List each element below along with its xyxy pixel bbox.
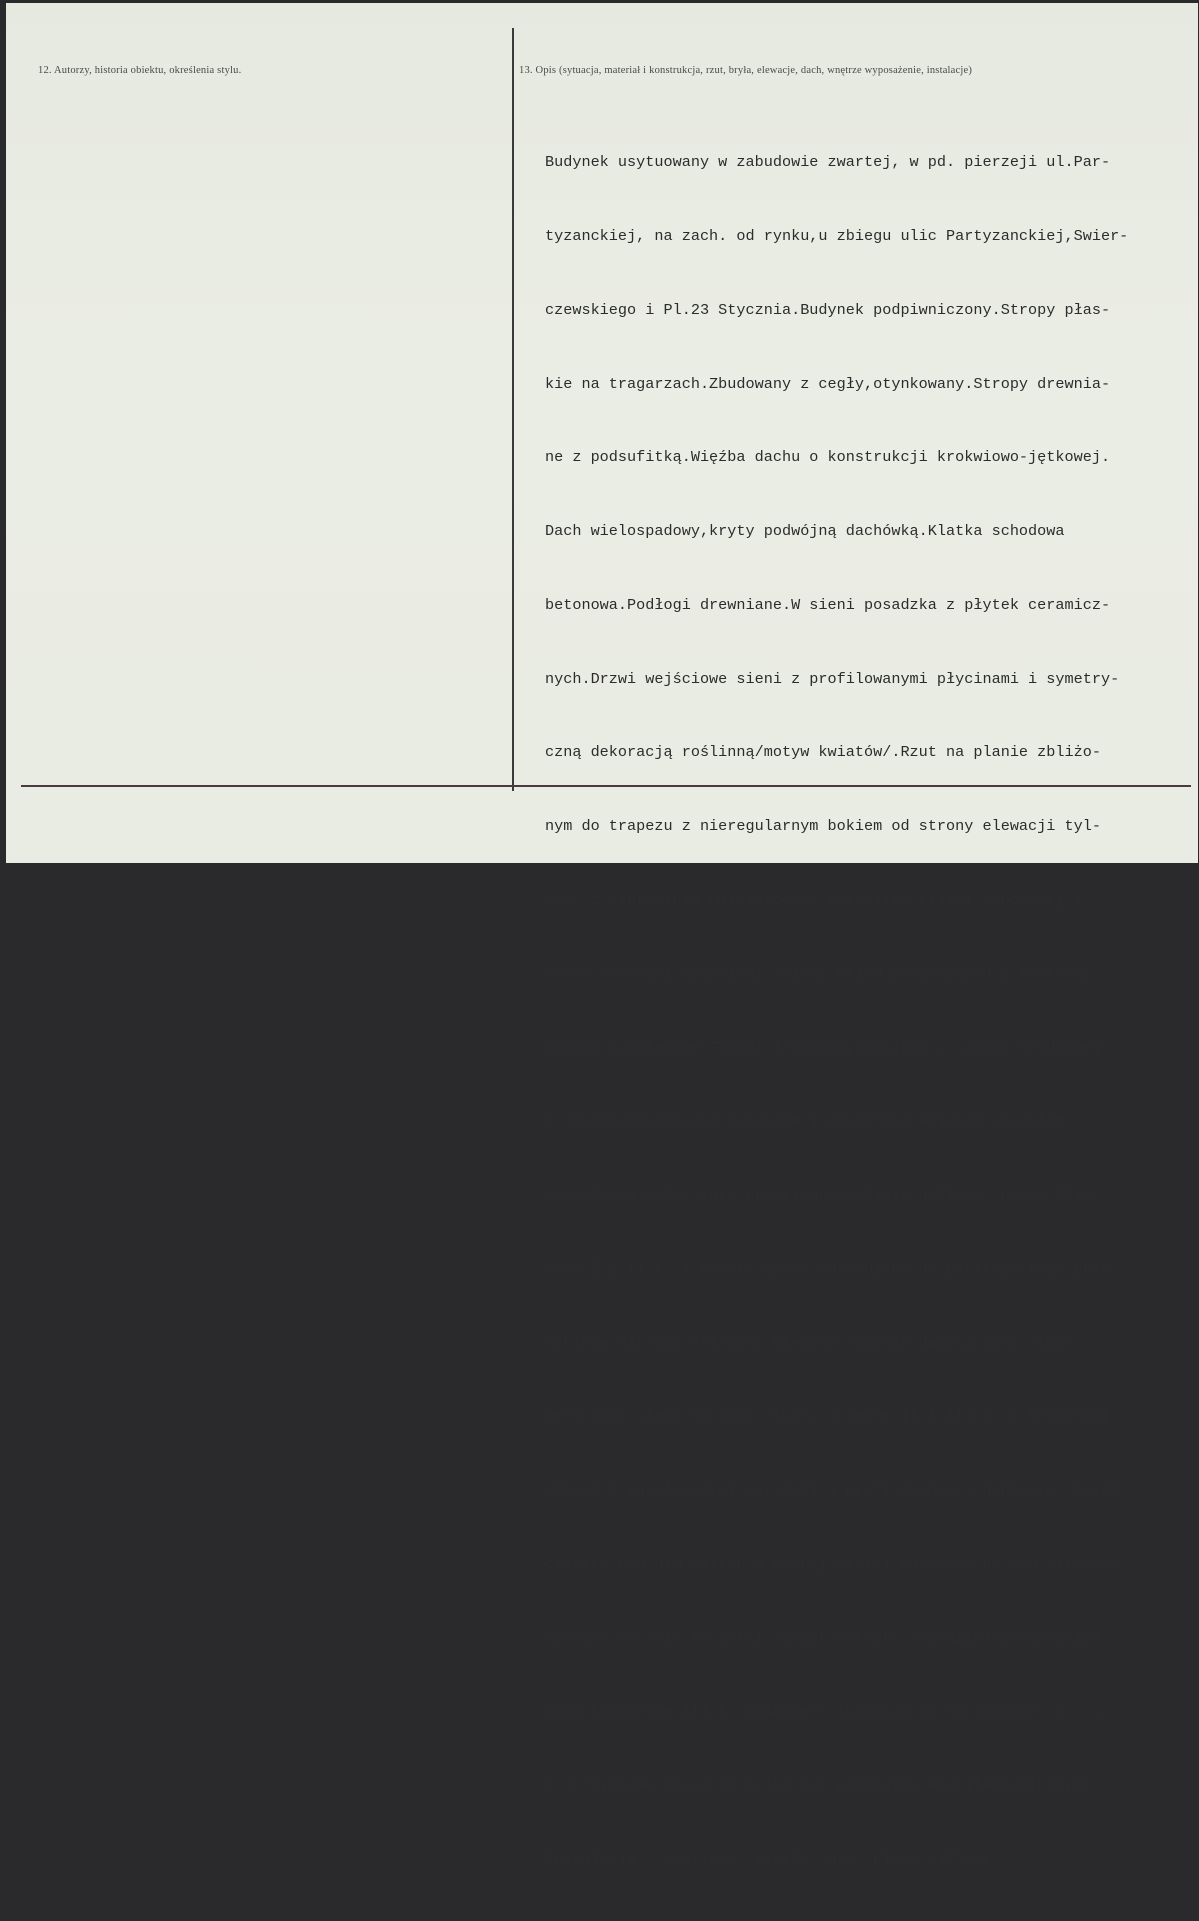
- text-line: nej- z centralnie umieszczonym ryzalitem klatki schodowej i: [545, 891, 1083, 909]
- text-line: Okna balkonowe III k. zamknięte łukowo.Okna skrzynkowe, 1-, i: [545, 1702, 1101, 1721]
- text-line: czeniem.Nad nim balkon.W dolnej części dachowej po obu stronach: [545, 1555, 1120, 1574]
- text-line: szczytu po dwie facjatki.Szczyt nakryty samodzielnym daszkiem.: [545, 1628, 1111, 1647]
- text-line: betonowa.Podłogi drewniane.W sieni posadzka z płytek ceramicz-: [545, 595, 1111, 614]
- text-line: W szczycie wątek muru pruskiego.Podziały poziome- gzyms dzie-: [545, 1186, 1101, 1205]
- text-line: dwoma skośnymi częściami ściany.Układ pomieszczeń 1-traktowy.: [545, 964, 1101, 983]
- text-line: nych.Drzwi wejściowe sieni z profilowanymi płycinami i symetry-: [545, 669, 1120, 688]
- text-line: szklone witryny sklepowe.Niesymetrycznie umieszczony otwór: [545, 1333, 1074, 1352]
- column-divider: [512, 28, 514, 791]
- text-line: ne z podsufitką.Więźba dachu o konstrukcji krokwiowo-jętkowej.: [545, 448, 1111, 467]
- text-line: lący I i II k. i prosty gzyms koronujący.Na parterze trzy prze-: [545, 1259, 1120, 1278]
- text-line: Instalacje - wod.-kan.,elektr.,gaz.,piece kaflowe.: [545, 1850, 1001, 1869]
- section-13-heading: 13. Opis (sytuacja, materiał i konstrukcja, rzut, bryła, elewacje, dach, wnętrze wyposażenie, instalacje): [519, 65, 973, 76]
- text-line: czną dekoracją roślinną/motyw kwiatów/.Rzut na planie zbliżo-: [545, 743, 1101, 762]
- text-line: Wykusz z kanelowanymi narożami i profilowanym/schodkowym/ zwień-: [545, 1481, 1129, 1500]
- text-line: czewskiego i Pl.23 Stycznia.Budynek podpiwniczony.Stropy płas-: [545, 300, 1111, 319]
- text-line: kie na tragarzach.Zbudowany z cegły,otynkowany.Stropy drewnia-: [545, 374, 1111, 393]
- text-line: nym do trapezu z nieregularnym bokiem od strony elewacji tyl-: [545, 817, 1101, 836]
- text-line: wejściowy sieni.Skrajne otwory okienne II i III k. z balkonami.: [545, 1407, 1120, 1426]
- text-line: Budynek usytuowany w zabudowie zwartej, w pd. pierzeji ul.Par-: [545, 153, 1111, 172]
- text-line: 2-skrzynkowe.Elewacja tylna bez podziałów architektonicznych.: [545, 1776, 1101, 1795]
- description-text: [545, 101, 1128, 1921]
- scanned-form-page: [6, 3, 1198, 1869]
- text-line: z dwukondygnacjowym wykuszem i dwukondygnacjowym szczytem.: [545, 1112, 1074, 1131]
- text-line: Schody dwubiegowe.Fasada trójkondygnacjowa,w części środkowej: [545, 1038, 1101, 1057]
- text-line: tyzanckiej, na zach. od rynku,u zbiegu ulic Partyzanckiej,Swier-: [545, 226, 1129, 245]
- text-line: Dach wielospadowy,kryty podwójną dachówką.Klatka schodowa: [545, 522, 1065, 541]
- section-12-heading: 12. Autorzy, historia obiektu, określenia stylu.: [38, 65, 242, 76]
